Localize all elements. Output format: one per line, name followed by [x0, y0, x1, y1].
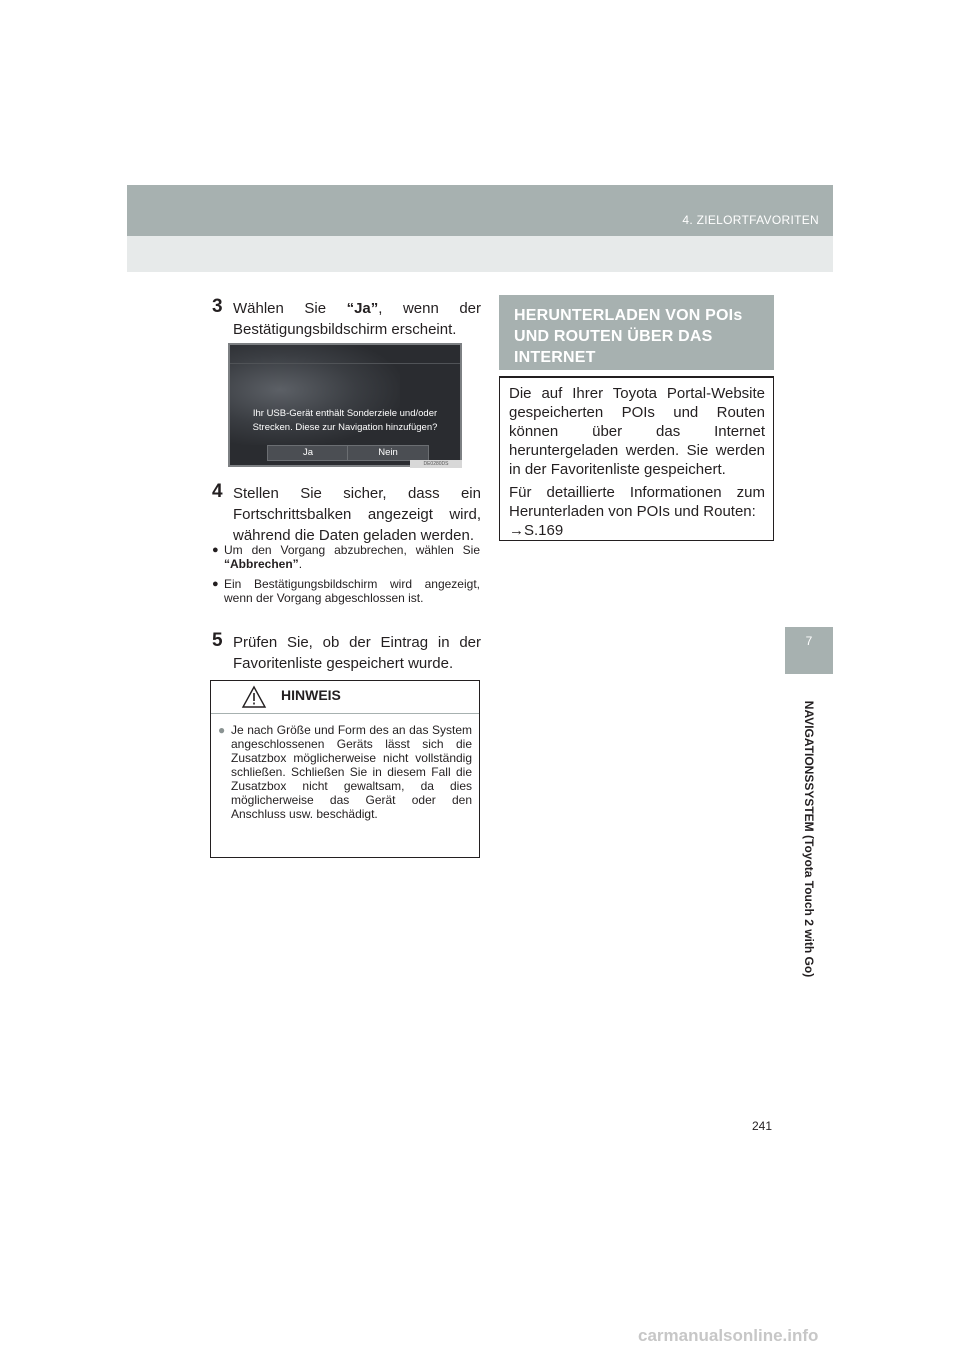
confirmation-screen-image: [228, 343, 462, 467]
chapter-title: 4. ZIELORTFAVORITEN: [682, 213, 819, 227]
step-4: [212, 483, 481, 546]
screen-divider: [230, 363, 460, 364]
notice-body: [218, 723, 472, 821]
step-3: [212, 298, 481, 340]
step-number: 3: [212, 296, 223, 317]
screen-message: Ihr USB-Gerät enthält Sonderziele und/oder Strecken. Diese zur Navigation hinzufügen?: [252, 408, 438, 433]
step-5: [212, 632, 481, 674]
image-code: DE0280DS: [410, 460, 462, 468]
warning-icon: [241, 685, 267, 709]
bullet-dot-icon: ●: [212, 578, 219, 590]
yes-button[interactable]: Ja: [267, 445, 349, 461]
no-button[interactable]: Nein: [347, 445, 429, 461]
download-section-header: [499, 295, 774, 370]
step-text: Prüfen Sie, ob der Eintrag in der Favoritenliste gespeichert wurde.: [233, 634, 481, 672]
bullet-dot-icon: ●: [212, 544, 219, 556]
chapter-side-label: [785, 674, 833, 1004]
chapter-side-text: NAVIGATIONSSYSTEM (Toyota Touch 2 with Go): [802, 700, 816, 978]
chapter-tab-number: 7: [785, 627, 833, 674]
arrow-icon: →: [509, 522, 524, 539]
step-text: Wählen Sie “Ja”, wenn der Bestätigungsbildschirm erscheint.: [233, 300, 482, 338]
header-band: [127, 185, 833, 236]
page-number: 241: [752, 1119, 773, 1133]
notice-text: Je nach Größe und Form des an das System angeschlossenen Geräts lässt sich die Zusatzbox möglicherweise nicht vollständig schließen. Schließen Sie in diesem Fall die Zusatzbox nicht gewaltsam, da dies möglicherweise das Gerät oder den Anschluss usw. beschädigt.: [231, 723, 472, 821]
download-section-box: [499, 378, 774, 541]
bullet-item: [212, 577, 480, 605]
download-paragraph-1: Die auf Ihrer Toyota Portal-Website gespeicherten POIs und Routen können über das Internet heruntergeladen werden. Sie werden in der Favoritenliste gespeichert.: [509, 385, 765, 478]
watermark: carmanualsonline.info: [638, 1326, 819, 1345]
bullet-text: Um den Vorgang abzubrechen, wählen Sie “Abbrechen”.: [224, 543, 480, 571]
notice-box: [210, 680, 480, 858]
step-text: Stellen Sie sicher, dass ein Fortschrittsbalken angezeigt wird, während die Daten geladen werden.: [233, 485, 481, 544]
bullet-item: [212, 543, 480, 571]
download-paragraph-2: Für detaillierte Informationen zum Herunterladen von POIs und Routen: →S.169: [509, 484, 765, 539]
step-number: 5: [212, 630, 223, 651]
page-reference-link[interactable]: S.169: [524, 522, 564, 539]
notice-title: HINWEIS: [281, 687, 341, 703]
bullet-text: Ein Bestätigungsbildschirm wird angezeigt, wenn der Vorgang abgeschlossen ist.: [224, 577, 480, 605]
download-section-title: HERUNTERLADEN VON POIs UND ROUTEN ÜBER DAS INTERNET: [514, 307, 743, 366]
notice-divider: [211, 713, 479, 714]
header-subband: [127, 236, 833, 272]
notice-header: [211, 681, 479, 713]
step-number: 4: [212, 481, 223, 502]
bullet-dot-icon: ●: [218, 723, 226, 737]
